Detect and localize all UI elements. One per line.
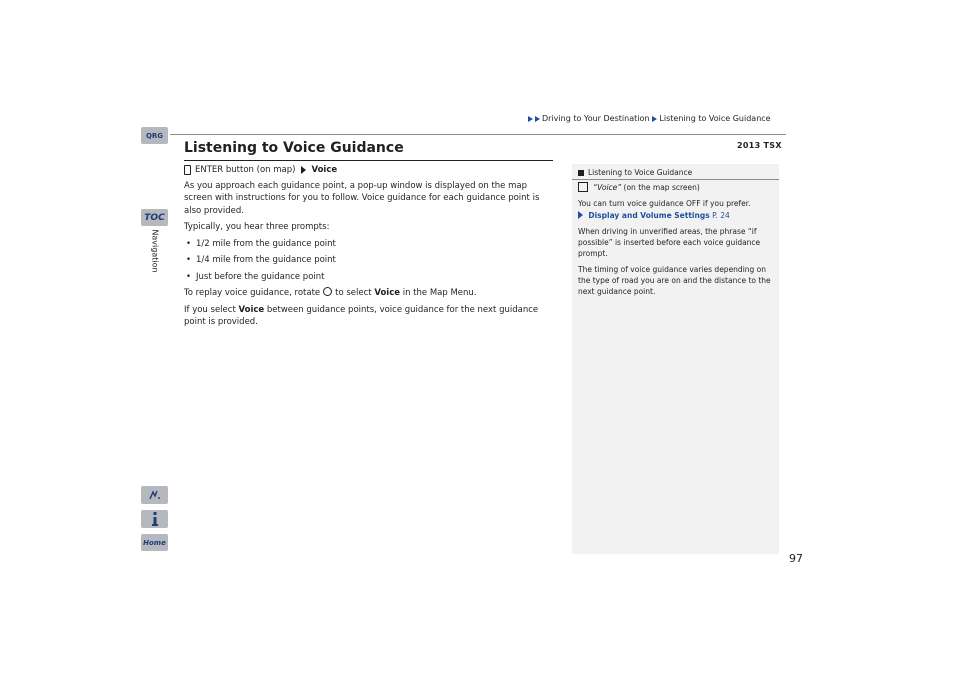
replay-text: in the Map Menu.: [402, 288, 477, 298]
breadcrumb-arrow-icon: [535, 116, 540, 122]
sidebar-body: [578, 182, 774, 302]
select-text: If you select: [184, 304, 236, 315]
voice-command-context: (on the map screen): [623, 183, 700, 192]
voice-command-word: “Voice”: [593, 183, 622, 192]
list-item: • Just before the guidance point: [184, 271, 556, 284]
section-label-text: Navigation: [150, 229, 160, 273]
toc-tab[interactable]: TOC: [141, 209, 168, 226]
sidebar-note: [572, 164, 779, 554]
display-settings-link[interactable]: [578, 210, 774, 221]
menu-path-start: ENTER button (on map): [195, 165, 296, 175]
replay-text: To replay voice guidance, rotate: [184, 288, 321, 298]
info-icon: [151, 512, 159, 526]
sidebar-heading: [578, 167, 779, 178]
link-arrow-icon: [578, 211, 583, 219]
list-item: • 1/4 mile from the guidance point: [184, 254, 556, 267]
page-number: 97: [789, 552, 803, 565]
select-text: between guidance points, voice guidance for the next guidance point is provided.: [184, 304, 539, 327]
voice-command-text: [593, 182, 700, 193]
interface-dial-icon: [323, 287, 332, 296]
home-tab[interactable]: Home: [141, 534, 168, 551]
main-content: [184, 164, 556, 333]
title-underline: [184, 160, 553, 161]
voice-command-line: [578, 182, 774, 193]
link-page[interactable]: P. 24: [712, 211, 730, 220]
prompt-list: [184, 238, 556, 284]
breadcrumb-item-page: Listening to Voice Guidance: [659, 114, 771, 123]
unverified-text: When driving in unverified areas, the phrase “if possible” is inserted before each voice guidance prompt.: [578, 227, 761, 258]
breadcrumb-arrow-icon: [528, 116, 533, 122]
select-voice-label: Voice: [238, 304, 265, 315]
voice-command-icon: [578, 182, 588, 192]
sidebar-heading-text: Listening to Voice Guidance: [588, 168, 693, 177]
menu-path-target: Voice: [311, 165, 338, 175]
breadcrumb-item-section[interactable]: Driving to Your Destination: [542, 114, 650, 123]
replay-voice-label: Voice: [374, 288, 401, 298]
list-item: • 1/2 mile from the guidance point: [184, 238, 556, 251]
hard-button-icon: [184, 165, 191, 175]
breadcrumb: [528, 114, 774, 123]
header-rule: [170, 134, 786, 135]
turn-off-text: You can turn voice guidance OFF if you prefer.: [578, 199, 751, 208]
path-arrow-icon: [301, 166, 306, 174]
voice-command-tab[interactable]: [141, 486, 168, 504]
intro-paragraph: As you approach each guidance point, a pop-up window is displayed on the map screen with instructions for you to follow. Voice guidance for each guidance point is also provided.: [184, 180, 540, 216]
link-title[interactable]: Display and Volume Settings: [588, 211, 710, 220]
replay-text: to select: [335, 288, 372, 298]
prompts-intro: Typically, you hear three prompts:: [184, 222, 330, 232]
replay-paragraph: [184, 287, 556, 300]
note-icon: [578, 170, 584, 176]
section-label: [148, 226, 162, 276]
breadcrumb-arrow-icon: [652, 116, 657, 122]
qrg-tab[interactable]: QRG: [141, 127, 168, 144]
page-title: Listening to Voice Guidance: [184, 140, 404, 156]
menu-path: [184, 164, 556, 177]
select-paragraph: [184, 304, 556, 329]
model-badge: 2013 TSX: [737, 141, 782, 150]
info-tab[interactable]: [141, 510, 168, 528]
timing-text: The timing of voice guidance varies depending on the type of road you are on and the distance to the next guidance point.: [578, 265, 771, 296]
voice-command-icon: [148, 489, 162, 501]
sidebar-rule: [572, 179, 779, 180]
